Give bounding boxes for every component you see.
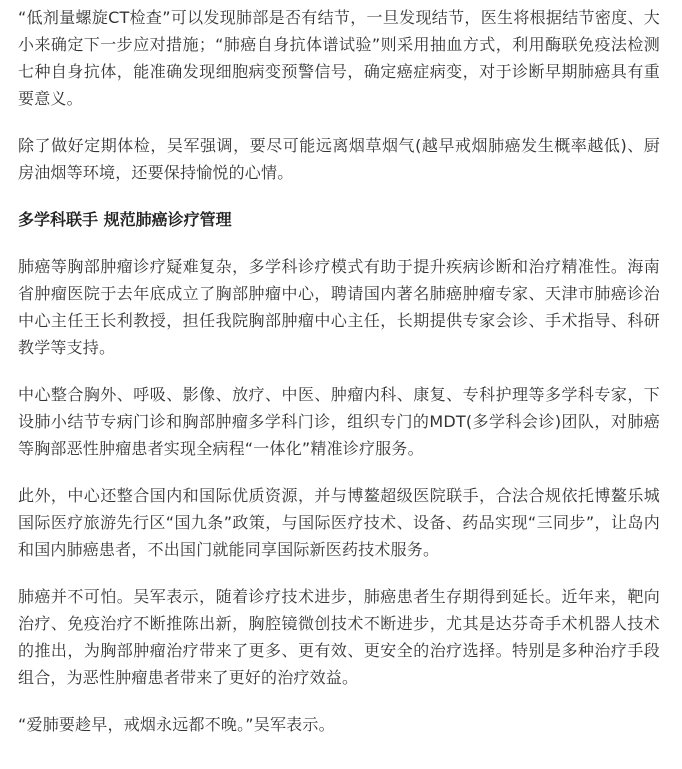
paragraph-mdt-team: 中心整合胸外、呼吸、影像、放疗、中医、肿瘤内科、康复、专科护理等多学科专家，下设肺小结节专病门诊和胸部肿瘤多学科门诊，组织专门的MDT(多学科会诊)团队，对肺癌等胸部恶性肿瘤患者实现全病程“一体化”精准诊疗服务。 (18, 385, 660, 458)
paragraph-thoracic-center: 肺癌等胸部肿瘤诊疗疑难复杂，多学科诊疗模式有助于提升疾病诊断和治疗精准性。海南省肿瘤医院于去年底成立了胸部肿瘤中心，聘请国内著名肺癌肿瘤专家、天津市肺癌诊治中心主任王长利教授，担任我院胸部肿瘤中心主任，长期提供专家会诊、手术指导、科研教学等支持。 (18, 257, 660, 357)
paragraph-prevention-advice: 除了做好定期体检，吴军强调，要尽可能远离烟草烟气(越早戒烟肺癌发生概率越低)、厨房油烟等环境，还要保持愉悦的心情。 (18, 136, 660, 182)
paragraph-closing-quote: “爱肺要趁早，戒烟永远都不晚。”吴军表示。 (18, 715, 335, 734)
paragraph-treatment-advances: 肺癌并不可怕。吴军表示，随着诊疗技术进步，肺癌患者生存期得到延长。近年来，靶向治疗、免疫治疗不断推陈出新，胸腔镜微创技术不断进步，尤其是达芬奇手术机器人技术的推出，为胸部肿瘤治疗带来了更多、更有效、更安全的治疗选择。特别是多种治疗手段组合，为恶性肿瘤患者带来了更好的治疗效益。 (18, 587, 660, 687)
article-body (0, 4, 682, 738)
paragraph-international-resources: 此外，中心还整合国内和国际优质资源，并与博鳌超级医院联手，合法合规依托博鳌乐城国际医疗旅游先行区“国九条”政策，与国际医疗技术、设备、药品实现“三同步”，让岛内和国内肺癌患者，不出国门就能同享国际新医药技术服务。 (18, 486, 660, 559)
section-heading: 多学科联手 规范肺癌诊疗管理 (18, 210, 232, 229)
paragraph-ct-screening: “低剂量螺旋CT检查”可以发现肺部是否有结节，一旦发现结节，医生将根据结节密度、大小来确定下一步应对措施；“肺癌自身抗体谱试验”则采用抽血方式，利用酶联免疫法检测七种自身抗体，能准确发现细胞病变预警信号，确定癌症病变，对于诊断早期肺癌具有重要意义。 (18, 8, 660, 108)
